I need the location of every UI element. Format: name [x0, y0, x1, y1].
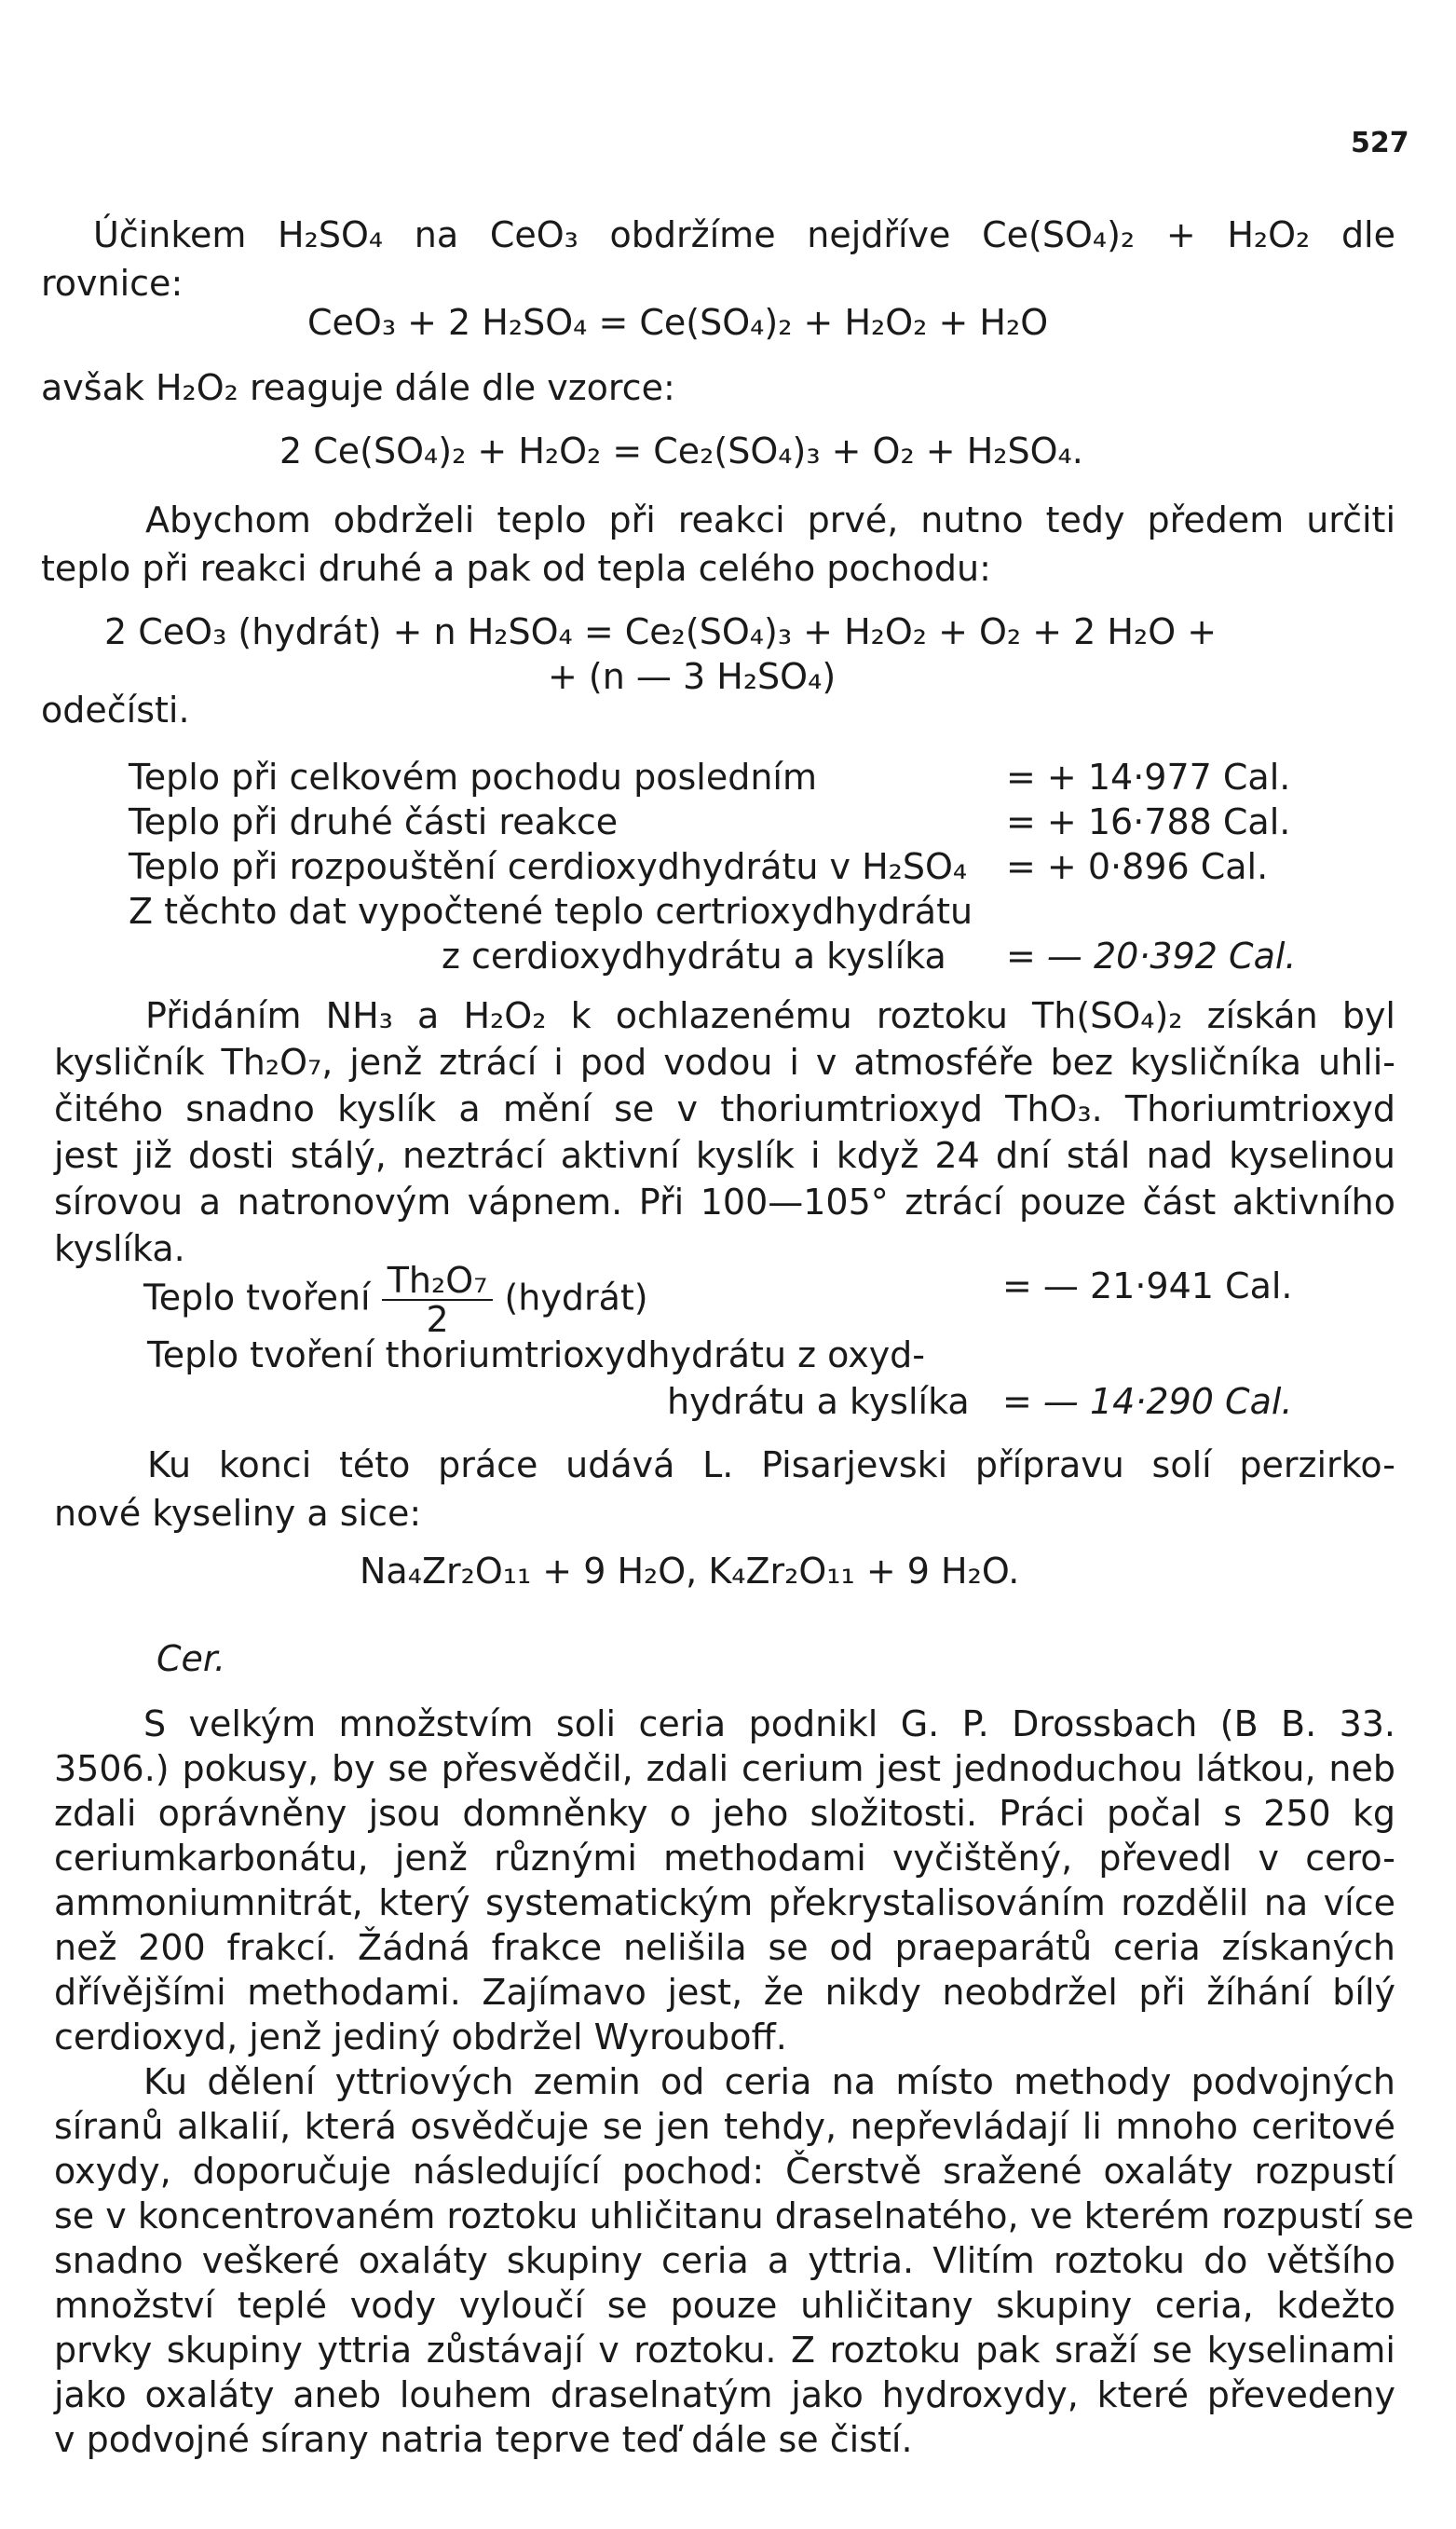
paragraph-line: oxydy, doporučuje následující pochod: Čerstvě sražené oxaláty rozpustí: [54, 2151, 1395, 2192]
paragraph-line: Teplo tvoření thoriumtrioxydhydrátu z oxyd-: [147, 1334, 926, 1375]
paragraph-line: kyslíka.: [54, 1228, 185, 1269]
heat-formula-suffix: (hydrát): [504, 1277, 648, 1319]
paragraph-line: Přidáním NH₃ a H₂O₂ k ochlazenému roztoku Th(SO₄)₂ získán byl: [145, 995, 1395, 1036]
heat-row-value: = + 16·788 Cal.: [1006, 801, 1291, 842]
paragraph-line: 3506.) pokusy, by se přesvědčil, zdali cerium jest jednoduchou látkou, neb: [54, 1748, 1395, 1789]
heat-row-value: = + 0·896 Cal.: [1006, 846, 1269, 887]
paragraph-line: Ku konci této práce udává L. Pisarjevski přípravu solí perzirko-: [147, 1444, 1395, 1485]
paragraph-line: odečísti.: [41, 690, 190, 731]
fraction-denominator: 2: [426, 1299, 449, 1340]
paragraph-line: množství teplé vody vyloučí se pouze uhličitany skupiny ceria, kdežto: [54, 2285, 1395, 2326]
equation: + (n — 3 H₂SO₄): [548, 656, 837, 697]
paragraph-line: kysličník Th₂O₇, jenž ztrácí i pod vodou i v atmosféře bez kysličníka uhli-: [54, 1042, 1395, 1083]
paragraph-line: se v koncentrovaném roztoku uhličitanu draselnatého, ve kterém rozpustí se: [54, 2195, 1414, 2236]
paragraph-line: ammoniumnitrát, který systematickým překrystalisováním rozdělil na více: [54, 1882, 1395, 1923]
paragraph-line: prvky skupiny yttria zůstávají v roztoku. Z roztoku pak sraží se kyselinami: [54, 2330, 1395, 2371]
heat-row-label: Teplo při celkovém pochodu posledním: [129, 757, 817, 798]
fraction-numerator: Th₂O₇: [382, 1262, 494, 1301]
paragraph-line: teplo při reakci druhé a pak od tepla celého pochodu:: [41, 548, 991, 589]
equation: CeO₃ + 2 H₂SO₄ = Ce(SO₄)₂ + H₂O₂ + H₂O: [307, 302, 1049, 343]
heat-row-label: Teplo při druhé části reakce: [129, 801, 619, 842]
paragraph-line: dřívějšími methodami. Zajímavo jest, že nikdy neobdržel při žíhání bílý: [54, 1972, 1395, 2013]
paragraph-line: nové kyseliny a sice:: [54, 1493, 422, 1534]
paragraph-line: snadno veškeré oxaláty skupiny ceria a yttria. Vlitím roztoku do většího: [54, 2240, 1395, 2281]
equation: Na₄Zr₂O₁₁ + 9 H₂O, K₄Zr₂O₁₁ + 9 H₂O.: [360, 1551, 1020, 1592]
paragraph-line: S velkým množstvím soli ceria podnikl G. P. Drossbach (B B. 33.: [143, 1703, 1395, 1744]
paragraph-line: Abychom obdrželi teplo při reakci prvé, nutno tedy předem určiti: [145, 499, 1395, 540]
paragraph-line: sírovou a natronovým vápnem. Při 100—105° ztrácí pouze část aktivního: [54, 1182, 1395, 1223]
equation: 2 Ce(SO₄)₂ + H₂O₂ = Ce₂(SO₄)₃ + O₂ + H₂SO₄.: [279, 431, 1083, 472]
heat-row-label: Z těchto dat vypočtené teplo certrioxydhydrátu: [129, 891, 973, 932]
paragraph-line: avšak H₂O₂ reaguje dále dle vzorce:: [41, 367, 675, 408]
paragraph-line: síranů alkalií, která osvědčuje se jen tehdy, nepřevládají li mnoho ceritové: [54, 2106, 1395, 2147]
heat-formula-label: Teplo tvoření: [143, 1277, 371, 1319]
heat-row-value: = — 14·290 Cal.: [1002, 1381, 1293, 1422]
paragraph-line: rovnice:: [41, 263, 184, 304]
section-heading: Cer.: [156, 1638, 226, 1679]
paragraph-line: zdali oprávněny jsou domněnky o jeho složitosti. Práci počal s 250 kg: [54, 1793, 1395, 1834]
heat-row-value: = — 21·941 Cal.: [1002, 1265, 1293, 1306]
paragraph-line: Účinkem H₂SO₄ na CeO₃ obdržíme nejdříve Ce(SO₄)₂ + H₂O₂ dle: [93, 214, 1395, 255]
heat-row-value: = + 14·977 Cal.: [1006, 757, 1291, 798]
heat-row-label: z cerdioxydhydrátu a kyslíka: [442, 936, 946, 977]
paragraph-line: Ku dělení yttriových zemin od ceria na místo methody podvojných: [143, 2061, 1395, 2102]
page-number: 527: [1351, 127, 1409, 159]
paragraph-line: než 200 frakcí. Žádná frakce nelišila se od praeparátů ceria získaných: [54, 1927, 1395, 1968]
heat-formula-row: [143, 1262, 648, 1338]
paragraph-line: hydrátu a kyslíka: [667, 1381, 970, 1422]
paragraph-line: cerdioxyd, jenž jediný obdržel Wyrouboff.: [54, 2016, 787, 2057]
heat-row-label: Teplo při rozpouštění cerdioxydhydrátu v H₂SO₄: [129, 846, 968, 887]
equation: 2 CeO₃ (hydrát) + n H₂SO₄ = Ce₂(SO₄)₃ + H₂O₂ + O₂ + 2 H₂O +: [104, 611, 1218, 652]
heat-row-value: = — 20·392 Cal.: [1006, 936, 1297, 977]
paragraph-line: čitého snadno kyslík a mění se v thoriumtrioxyd ThO₃. Thoriumtrioxyd: [54, 1088, 1395, 1129]
fraction: [382, 1262, 494, 1338]
paragraph-line: jest již dosti stálý, neztrácí aktivní kyslík i když 24 dní stál nad kyselinou: [54, 1135, 1395, 1176]
paragraph-line: ceriumkarbonátu, jenž různými methodami vyčištěný, převedl v cero-: [54, 1838, 1395, 1879]
paragraph-line: jako oxaláty aneb louhem draselnatým jako hydroxydy, které převedeny: [54, 2374, 1395, 2415]
paragraph-line: v podvojné sírany natria teprve teď dále se čistí.: [54, 2419, 913, 2460]
